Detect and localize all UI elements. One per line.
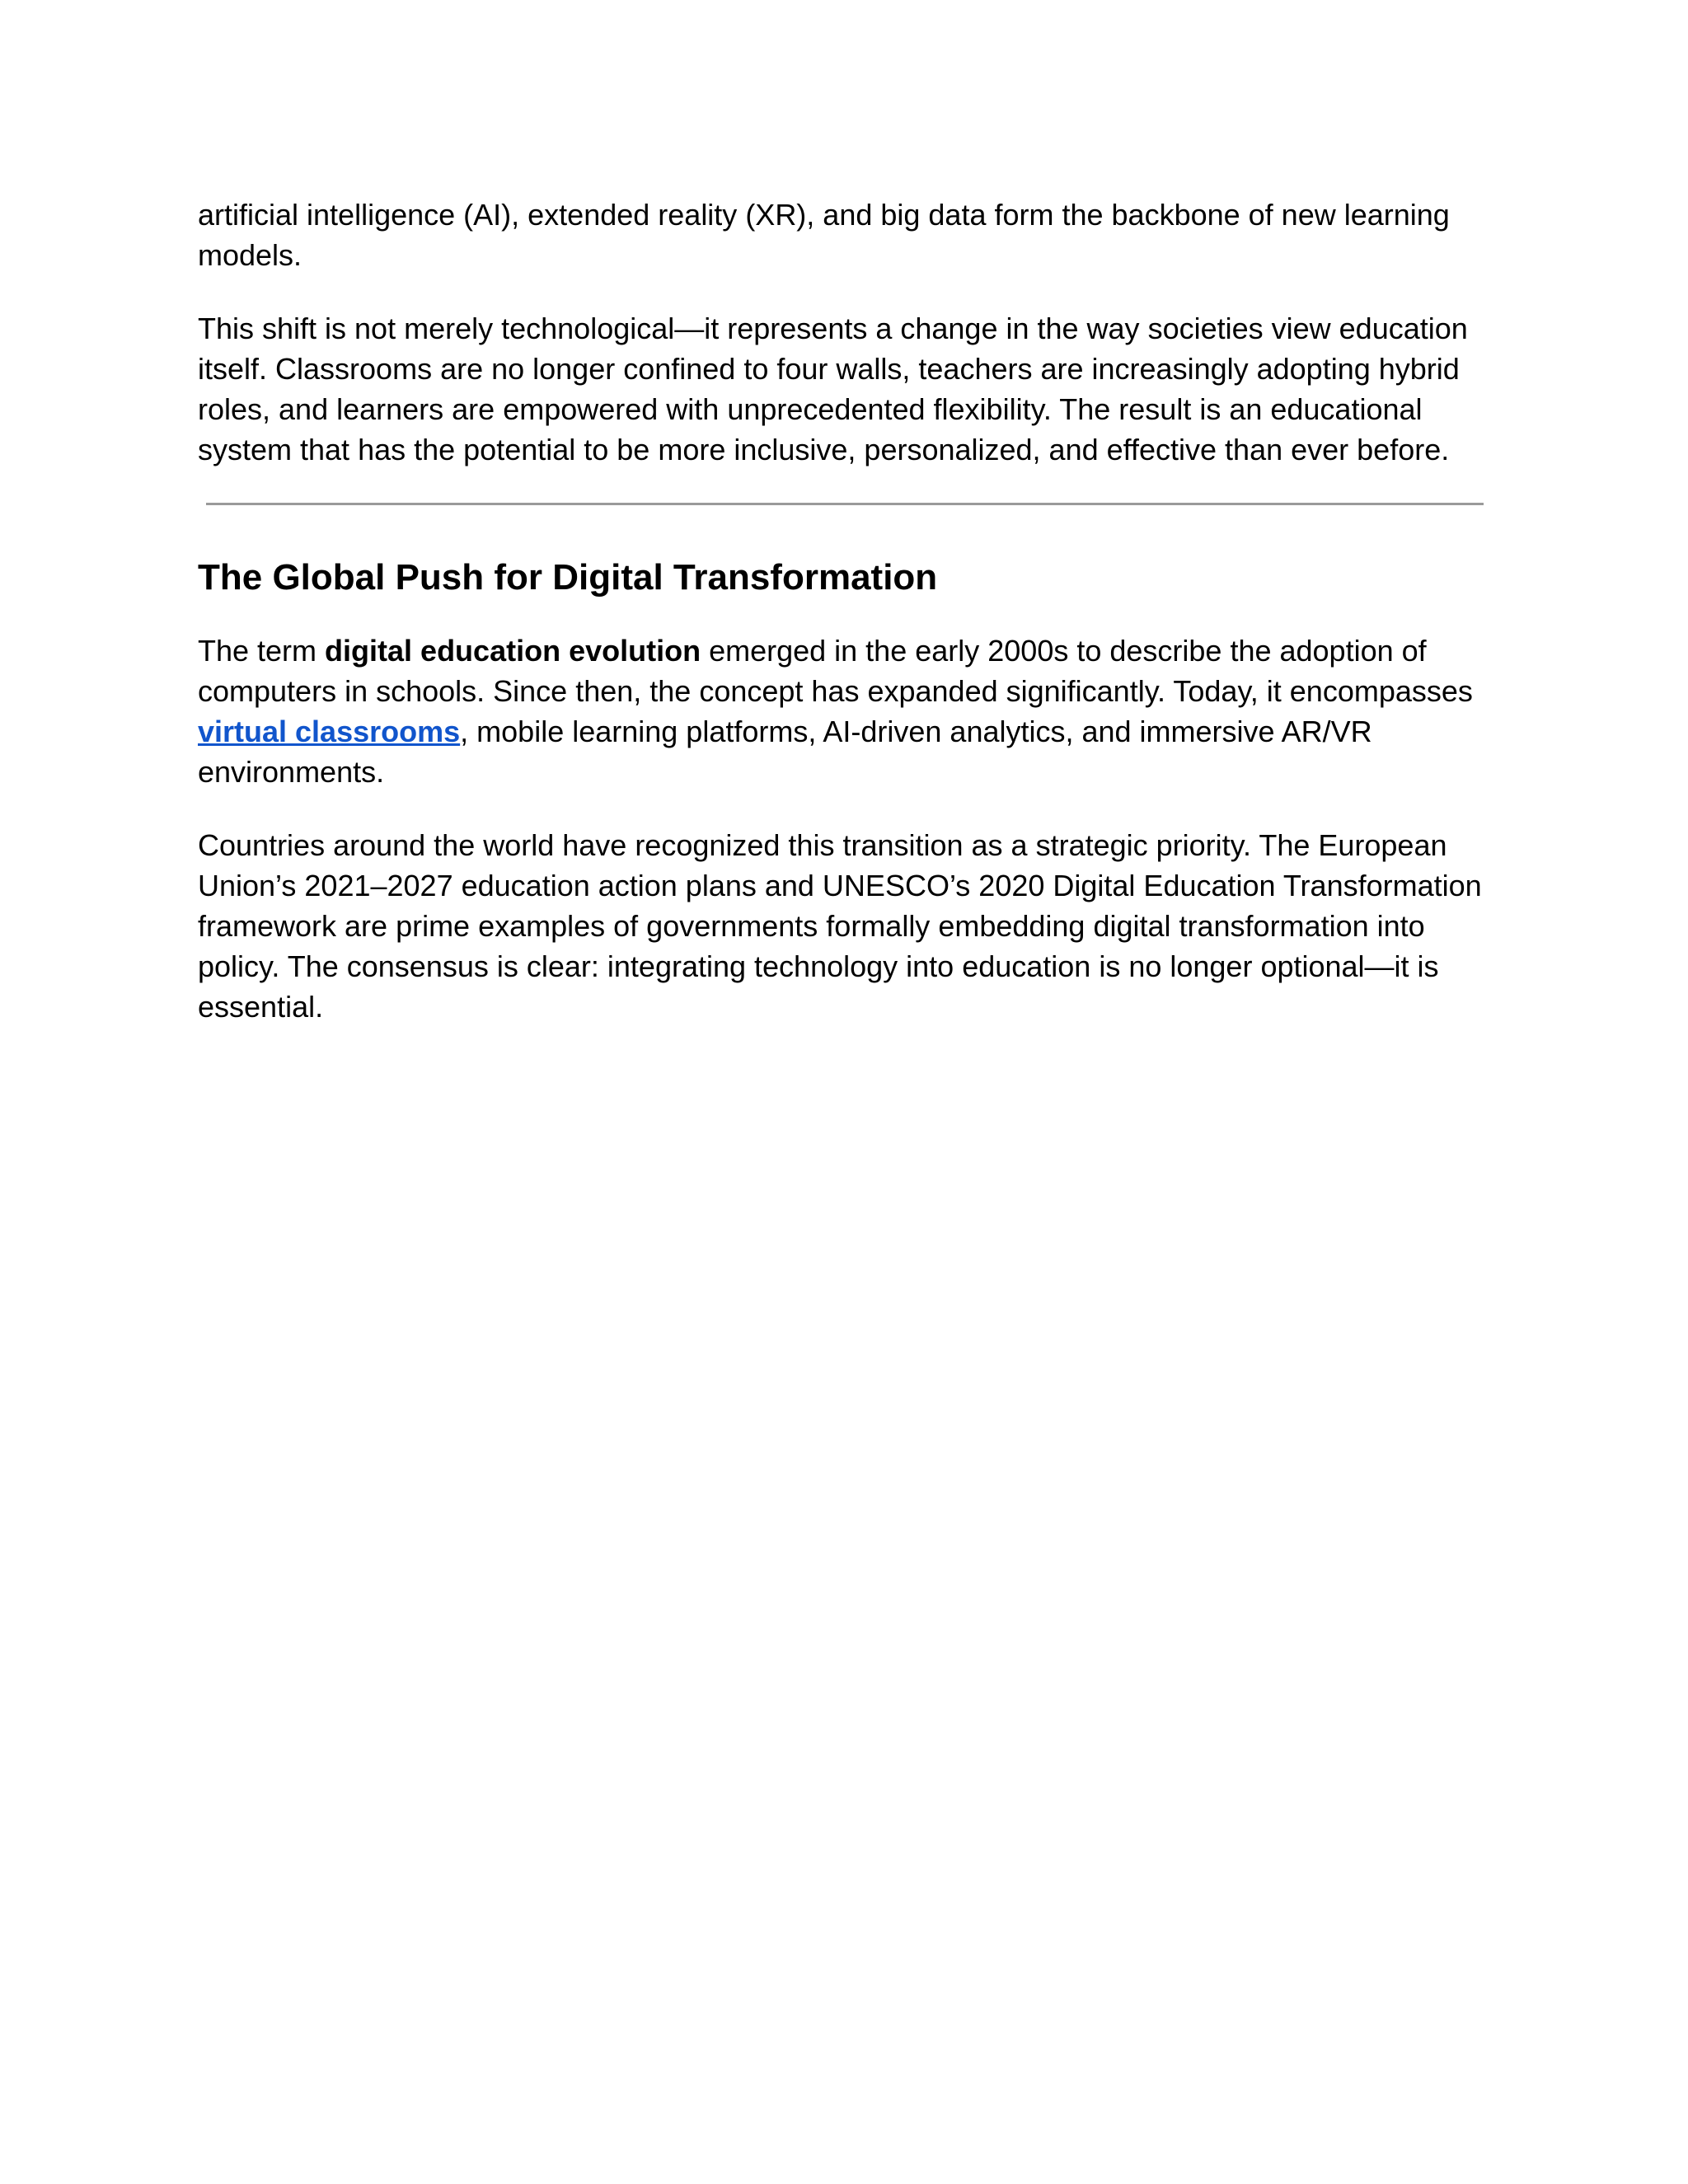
intro-paragraph-2: This shift is not merely technological—it represents a change in the way societies view education itself. Classrooms are no longer confined to four walls, teachers are increasingly adopting hybrid roles, and learners are empowered with unprecedented flexibility. The result is an educational system that has the potential to be more inclusive, personalized, and effective than ever before. [198, 312, 1468, 466]
paragraph-text: , mobile learning platforms, AI-driven analytics, and immersive AR/VR environments. [198, 715, 1372, 789]
paragraph-text: The term [198, 634, 326, 668]
section-paragraph-2: Countries around the world have recognized this transition as a strategic priority. The European Union’s 2021–2027 education action plans and UNESCO’s 2020 Digital Education Transformation framework are prime examples of governments formally embedding digital transformation into policy. The consensus is clear: integrating technology into education is no longer optional—it is essential. [198, 828, 1482, 1024]
document-page [198, 194, 1484, 1060]
section-heading: The Global Push for Digital Transformation [198, 557, 938, 598]
section-paragraph-1 [198, 630, 1484, 792]
intro-paragraph-1: artificial intelligence (AI), extended reality (XR), and big data form the backbone of new learning models. [198, 198, 1450, 272]
virtual-classrooms-link[interactable]: virtual classrooms [198, 715, 461, 748]
paragraph-text: emerged in the early 2000s to describe the adoption of computers in schools. Since then, the concept has expanded significantly. Today, it encompasses [198, 634, 1473, 708]
bold-term: digital education evolution [325, 634, 701, 668]
section-divider [206, 503, 1484, 505]
